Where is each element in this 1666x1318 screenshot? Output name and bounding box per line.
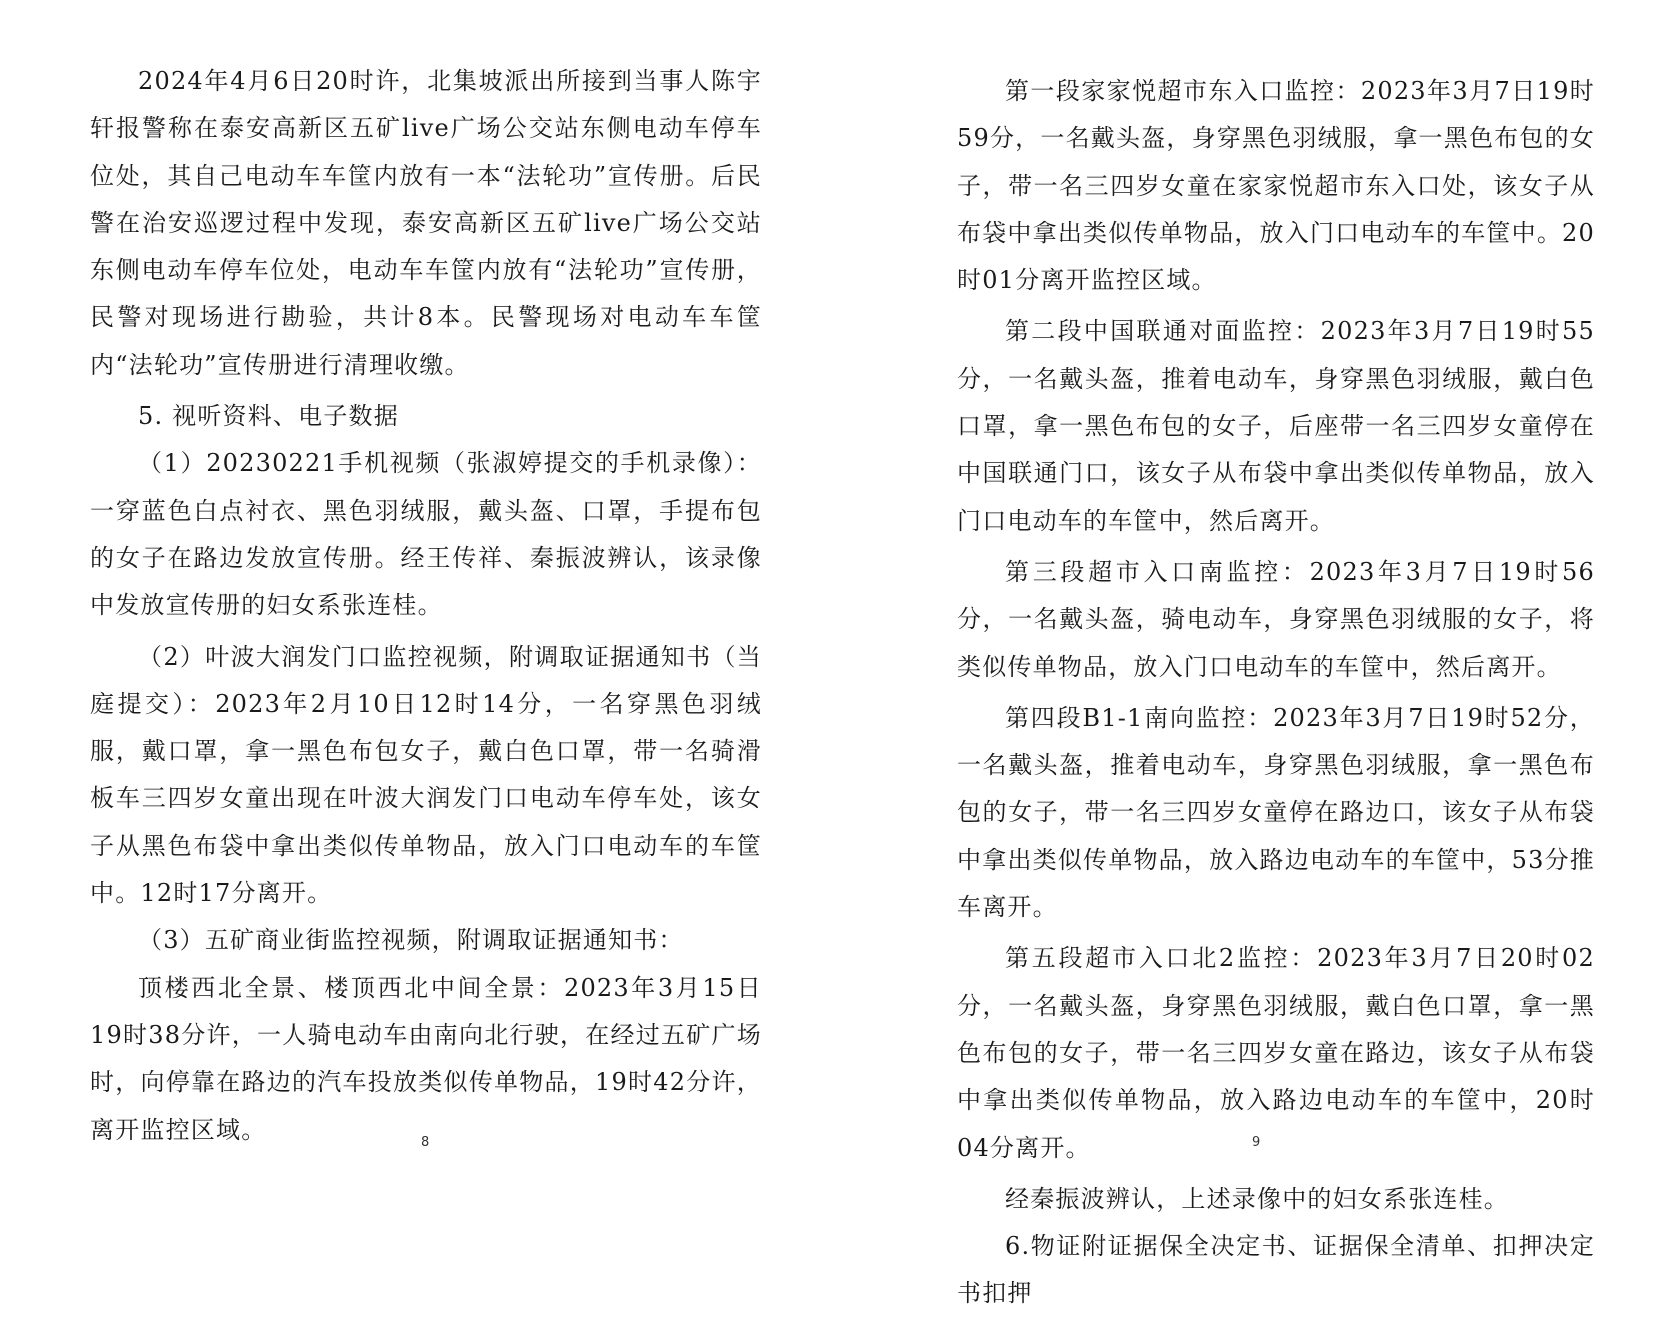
section-heading-audiovisual: 5. 视听资料、电子数据 (138, 402, 399, 431)
document-page-right (833, 0, 1666, 1308)
paragraph-physical-evidence: 6.物证附证据保全决定书、证据保全清单、扣押决定书扣押 (957, 1232, 1595, 1308)
paragraph-segment-1: 第一段家家悦超市东入口监控：2023年3月7日19时59分，一名戴头盔，身穿黑色羽绒服，拿一黑色布包的女子，带一名三四岁女童在家家悦超市东入口处，该女子从布袋中拿出类似传单物品，放入门口电动车的车筐中。20时01分离开监控区域。 (957, 77, 1595, 295)
paragraph-phone-video: （1）20230221手机视频（张淑婷提交的手机录像）：一穿蓝色白点衬衣、黑色羽绒服，戴头盔、口罩，手提布包的女子在路边发放宣传册。经王传祥、秦振波辨认，该录像中发放宣传册的妇女系张连桂。 (90, 449, 762, 620)
paragraph-identification: 经秦振波辨认，上述录像中的妇女系张连桂。 (1005, 1184, 1509, 1213)
page-body (90, 58, 762, 1154)
page-number: 9 (1252, 1135, 1261, 1150)
page-number: 8 (421, 1135, 430, 1150)
paragraph-report-incident: 2024年4月6日20时许，北集坡派出所接到当事人陈宇轩报警称在泰安高新区五矿live广场公交站东侧电动车停车位处，其自己电动车车筐内放有一本“法轮功”宣传册。后民警在治安巡逻过程中发现，泰安高新区五矿live广场公交站东侧电动车停车位处，电动车车筐内放有“法轮功”宣传册，民警对现场进行勘验，共计8本。民警现场对电动车车筐内“法轮功”宣传册进行清理收缴。 (90, 67, 762, 379)
paragraph-commercial-street-heading: （3）五矿商业街监控视频，附调取证据通知书： (138, 926, 684, 955)
paragraph-segment-5: 第五段超市入口北2监控：2023年3月7日20时02分，一名戴头盔，身穿黑色羽绒服，戴白色口罩，拿一黑色布包的女子，带一名三四岁女童在路边，该女子从布袋中拿出类似传单物品，放入路边电动车的车筐中，20时04分离开。 (957, 944, 1595, 1162)
paragraph-segment-4: 第四段B1-1南向监控：2023年3月7日19时52分，一名戴头盔，推着电动车，身穿黑色羽绒服，拿一黑色布包的女子，带一名三四岁女童停在路边口，该女子从布袋中拿出类似传单物品，放入路边电动车的车筐中，53分推车离开。 (957, 703, 1595, 922)
document-page-left (0, 0, 833, 1200)
paragraph-segment-3: 第三段超市入口南监控：2023年3月7日19时56分，一名戴头盔，骑电动车，身穿黑色羽绒服的女子，将类似传单物品，放入门口电动车的车筐中，然后离开。 (957, 557, 1595, 681)
page-body (957, 68, 1595, 1318)
paragraph-rooftop-panorama: 顶楼西北全景、楼顶西北中间全景：2023年3月15日19时38分许，一人骑电动车由南向北行驶，在经过五矿广场时，向停靠在路边的汽车投放类似传单物品，19时42分许，离开监控区域。 (90, 973, 762, 1144)
paragraph-segment-2: 第二段中国联通对面监控：2023年3月7日19时55分，一名戴头盔，推着电动车，身穿黑色羽绒服，戴白色口罩，拿一黑色布包的女子，后座带一名三四岁女童停在中国联通门口，该女子从布袋中拿出类似传单物品，放入门口电动车的车筐中，然后离开。 (957, 317, 1595, 535)
paragraph-rt-mart-surveillance: （2）叶波大润发门口监控视频，附调取证据通知书（当庭提交）：2023年2月10日12时14分，一名穿黑色羽绒服，戴口罩，拿一黑色布包女子，戴白色口罩，带一名骑滑板车三四岁女童出现在叶波大润发门口电动车停车处，该女子从黑色布袋中拿出类似传单物品，放入门口电动车的车筐中。12时17分离开。 (90, 642, 762, 908)
